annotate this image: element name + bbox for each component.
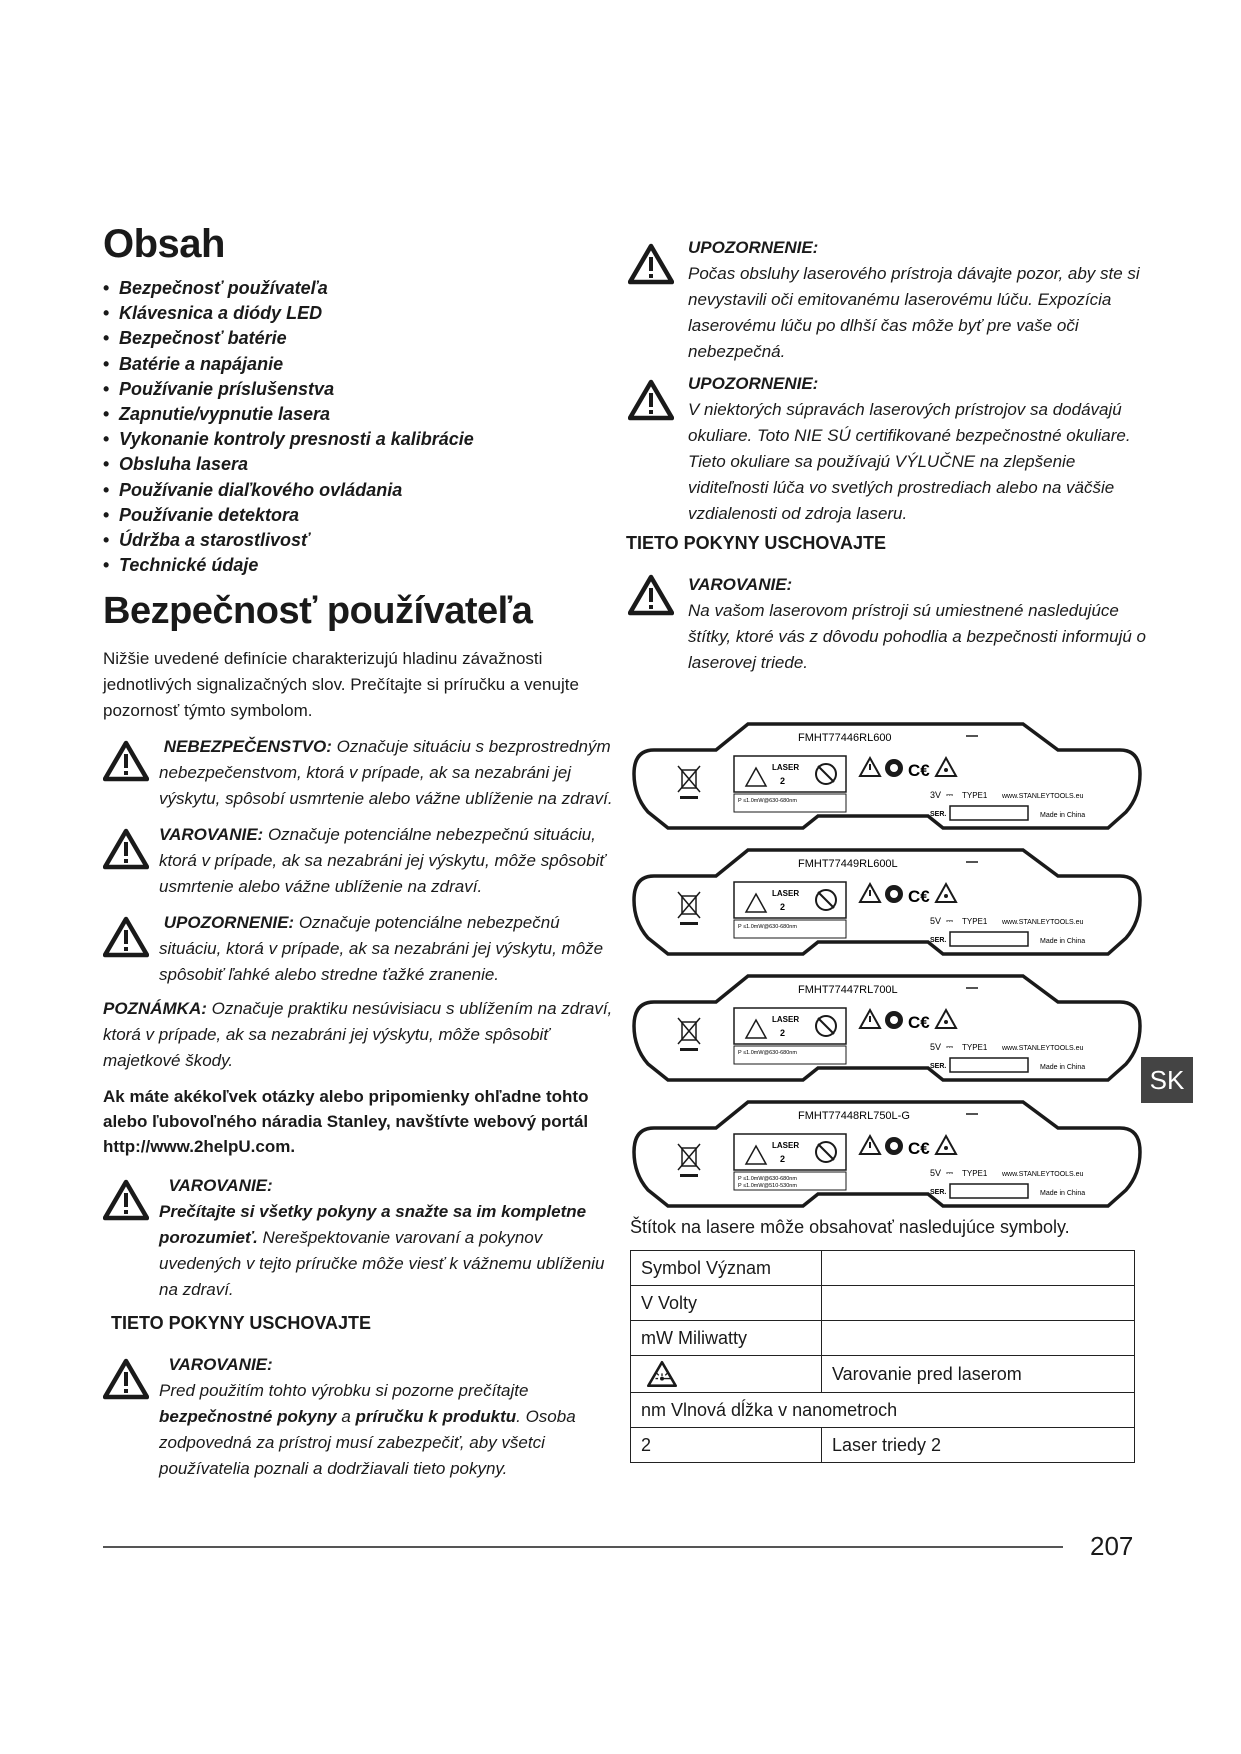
label-laser-word: LASER	[772, 1141, 800, 1150]
table-row	[631, 1356, 1135, 1393]
warning3-and: a	[341, 1407, 351, 1427]
table-cell	[822, 1321, 1135, 1356]
danger-text: Označuje situáciu s bezprostredným nebezpečenstvom, ktorá v prípade, ak sa nezabráni jej výskytu, spôsobí usmrtenie alebo vážne ublíženie na zdraví.	[159, 737, 613, 809]
caution-block	[103, 910, 623, 988]
notice-label: POZNÁMKA:	[103, 999, 207, 1019]
table-row	[631, 1251, 1135, 1286]
table-cell	[631, 1356, 822, 1393]
label-made-in: Made in China	[1040, 1190, 1086, 1197]
right-column	[628, 235, 1148, 682]
dc-symbol-icon: ⎓	[946, 790, 954, 800]
caution1-text: Počas obsluhy laserového prístroja dávajte pozor, aby ste si nevystavili oči emitovanému laserovému lúču. Expozícia laserovému lúču po dlhší čas môže byť pre vaše oči nebezpečná.	[688, 264, 1140, 361]
contents-item: • Klávesnica a diódy LED	[103, 301, 623, 326]
laser-label-card	[628, 712, 1148, 838]
table-cell: V Volty	[631, 1286, 822, 1321]
contents-item: • Zapnutie/vypnutie lasera	[103, 402, 623, 427]
danger-label: NEBEZPEČENSTVO:	[163, 737, 332, 757]
label-model: FMHT77447RL700L	[798, 984, 898, 996]
laser-label-card	[628, 964, 1148, 1090]
safety-intro: Nižšie uvedené definície charakterizujú hladinu závažnosti jednotlivých signalizačných slov. Prečítajte si príručku a venujte pozornosť týmto symbolom.	[103, 649, 579, 721]
warning3-label: VAROVANIE:	[168, 1355, 273, 1375]
notice-text: Označuje praktiku nesúvisiacu s ublížením na zdraví, ktorá v prípade, ak sa nezabráni jej výskytu, môže spôsobiť majetkové škody.	[103, 999, 613, 1071]
left-column	[103, 220, 623, 1482]
table-row	[631, 1321, 1135, 1356]
label-power: P ≤1.0mW@630-680nm	[738, 1050, 797, 1056]
dc-symbol-icon: ⎓	[946, 1168, 954, 1178]
caution-text: Označuje potenciálne nebezpečnú situáciu, ktorá v prípade, ak sa nezabráni jej výskytu, môže spôsobiť ľahké alebo stredne ťažké zranenie.	[159, 913, 604, 985]
label-voltage: 5V	[930, 1168, 942, 1178]
manual-icon	[885, 1011, 903, 1029]
label-url: www.STANLEYTOOLS.eu	[1002, 919, 1084, 926]
warning2-block	[103, 1173, 623, 1303]
table-cell	[822, 1251, 1135, 1286]
ce-mark-icon: C€	[908, 1139, 930, 1158]
label-voltage: 5V	[930, 1042, 942, 1052]
manual-icon	[885, 1137, 903, 1155]
language-tab: SK	[1141, 1057, 1193, 1103]
label-made-in: Made in China	[1040, 812, 1086, 819]
safety-title: Bezpečnosť používateľa	[103, 590, 533, 633]
label-power: P ≤1.0mW@630-680nm	[738, 798, 797, 804]
dc-symbol-icon: ⎓	[946, 916, 954, 926]
table-cell: Varovanie pred laserom	[822, 1356, 1135, 1393]
label-type: TYPE1	[962, 1169, 988, 1178]
caution2-block	[628, 371, 1148, 527]
ce-mark-icon: C€	[908, 761, 930, 780]
warning-label: VAROVANIE:	[159, 825, 264, 845]
table-cell: nm Vlnová dĺžka v nanometroch	[631, 1393, 1135, 1428]
warning2-bold: Prečítajte si všetky pokyny a snažte sa im kompletne porozumieť.	[159, 1202, 587, 1248]
contents-item: • Údržba a starostlivosť	[103, 528, 623, 553]
table-row	[631, 1428, 1135, 1463]
table-row	[631, 1286, 1135, 1321]
keep-instructions-2: TIETO POKYNY USCHOVAJTE	[626, 533, 887, 553]
table-cell: Laser triedy 2	[822, 1428, 1135, 1463]
warning3-text: Pred použitím tohto výrobku si pozorne prečítajte	[159, 1381, 529, 1401]
label-type: TYPE1	[962, 791, 988, 800]
contents-item: • Používanie príslušenstva	[103, 377, 623, 402]
keep-instructions-1: TIETO POKYNY USCHOVAJTE	[111, 1313, 372, 1334]
label-ser: SER.	[930, 1063, 947, 1070]
contents-item: • Vykonanie kontroly presnosti a kalibrácie	[103, 427, 623, 452]
warning-text: Označuje potenciálne nebezpečnú situáciu, ktorá v prípade, ak sa nezabráni jej výskytu, môže spôsobiť usmrtenie alebo vážne ublíženie na zdraví.	[159, 825, 606, 897]
contents-item: • Bezpečnosť používateľa	[103, 276, 623, 301]
caution2-label: UPOZORNENIE:	[688, 374, 819, 393]
symbols-table	[630, 1250, 1135, 1463]
laser-label-graphic	[628, 838, 1148, 964]
ce-mark-icon: C€	[908, 887, 930, 906]
dc-symbol-icon: ⎓	[946, 1042, 954, 1052]
label-power: P ≤1.0mW@630-680nm	[738, 1176, 797, 1182]
warning3-text-end: . Osoba zodpovedná za prístroj musí zabezpečiť, aby všetci používatelia poznali a dodržiavali tieto pokyny.	[159, 1407, 576, 1479]
label-model: FMHT77446RL600	[798, 732, 892, 744]
manual-icon	[885, 885, 903, 903]
label-voltage: 5V	[930, 916, 942, 926]
laser-warning-icon	[647, 1360, 677, 1388]
questions-paragraph: Ak máte akékoľvek otázky alebo pripomienky ohľadne tohto alebo ľubovoľného náradia Stanley, navštívte webový portál http://www.2helpU.com.	[103, 1087, 589, 1157]
warning4-text: Na vašom laserovom prístroji sú umiestnené nasledujúce štítky, ktoré vás z dôvodu pohodlia a bezpečnosti informujú o laserovej triede.	[688, 601, 1146, 672]
page-number: 207	[1090, 1531, 1134, 1561]
contents-item: • Obsluha lasera	[103, 452, 623, 477]
contents-item: • Bezpečnosť batérie	[103, 326, 623, 351]
warning3-bold-2: príručku k produktu	[355, 1407, 517, 1427]
warning-triangle-icon	[103, 1358, 159, 1404]
warning-triangle-icon	[103, 828, 159, 874]
label-laser-class: 2	[780, 1154, 786, 1164]
label-laser-class: 2	[780, 1028, 786, 1038]
label-url: www.STANLEYTOOLS.eu	[1002, 1171, 1084, 1178]
table-cell: 2	[631, 1428, 822, 1463]
label-laser-word: LASER	[772, 1015, 800, 1024]
label-ser: SER.	[930, 1189, 947, 1196]
warning4-block	[628, 572, 1148, 676]
warning-triangle-icon	[103, 916, 159, 962]
label-laser-class: 2	[780, 902, 786, 912]
label-power-2: P ≤1.0mW@510-530nm	[738, 1183, 797, 1189]
label-url: www.STANLEYTOOLS.eu	[1002, 1045, 1084, 1052]
notice-paragraph	[103, 996, 623, 1074]
symbols-caption: Štítok na lasere môže obsahovať nasledujúce symboly.	[630, 1217, 1070, 1237]
warning-block	[103, 822, 623, 900]
label-model: FMHT77449RL600L	[798, 858, 898, 870]
label-made-in: Made in China	[1040, 1064, 1086, 1071]
label-laser-word: LASER	[772, 889, 800, 898]
laser-label-graphic	[628, 1090, 1148, 1216]
danger-block	[103, 734, 623, 812]
warning-triangle-icon	[103, 740, 159, 786]
laser-label-card	[628, 1090, 1148, 1216]
contents-item: • Používanie diaľkového ovládania	[103, 478, 623, 503]
caution-label: UPOZORNENIE:	[163, 913, 295, 933]
table-cell: mW Miliwatty	[631, 1321, 822, 1356]
warning3-bold-1: bezpečnostné pokyny	[159, 1407, 337, 1427]
label-type: TYPE1	[962, 917, 988, 926]
ce-mark-icon: C€	[908, 1013, 930, 1032]
table-row	[631, 1393, 1135, 1428]
warning-triangle-icon	[103, 1179, 159, 1225]
label-url: www.STANLEYTOOLS.eu	[1002, 793, 1084, 800]
warning2-text: Nerešpektovanie varovaní a pokynov uvedených v tejto príručke môže viesť k vážnemu ublíženiu na zdraví.	[159, 1228, 605, 1300]
caution1-block	[628, 235, 1148, 365]
label-type: TYPE1	[962, 1043, 988, 1052]
laser-label-graphic	[628, 712, 1148, 838]
table-cell: Symbol Význam	[631, 1251, 822, 1286]
contents-item: • Batérie a napájanie	[103, 352, 623, 377]
warning2-label: VAROVANIE:	[168, 1176, 273, 1196]
contents-title: Obsah	[103, 222, 225, 266]
label-power: P ≤1.0mW@630-680nm	[738, 924, 797, 930]
warning-triangle-icon	[628, 574, 688, 620]
caution1-label: UPOZORNENIE:	[688, 238, 819, 257]
laser-label-graphic	[628, 964, 1148, 1090]
label-made-in: Made in China	[1040, 938, 1086, 945]
contents-item: • Používanie detektora	[103, 503, 623, 528]
warning3-block	[103, 1352, 623, 1482]
label-ser: SER.	[930, 937, 947, 944]
footer-divider	[103, 1546, 1063, 1548]
label-model: FMHT77448RL750L-G	[798, 1110, 910, 1122]
contents-list	[103, 276, 623, 578]
manual-icon	[885, 759, 903, 777]
warning-triangle-icon	[628, 243, 688, 289]
laser-labels	[628, 712, 1148, 1216]
label-ser: SER.	[930, 811, 947, 818]
laser-label-card	[628, 838, 1148, 964]
label-laser-word: LASER	[772, 763, 800, 772]
contents-item: • Technické údaje	[103, 553, 623, 578]
warning-triangle-icon	[628, 379, 688, 425]
caution2-text: V niektorých súpravách laserových prístrojov sa dodávajú okuliare. Toto NIE SÚ certifikované bezpečnostné okuliare. Tieto okuliare sa používajú VÝLUČNE na zlepšenie viditeľnosti lúča vo svetlých prostrediach alebo na väčšie vzdialenosti od zdroja laseru.	[688, 400, 1131, 523]
label-laser-class: 2	[780, 776, 786, 786]
label-voltage: 3V	[930, 790, 942, 800]
table-cell	[822, 1286, 1135, 1321]
warning4-label: VAROVANIE:	[688, 575, 793, 594]
